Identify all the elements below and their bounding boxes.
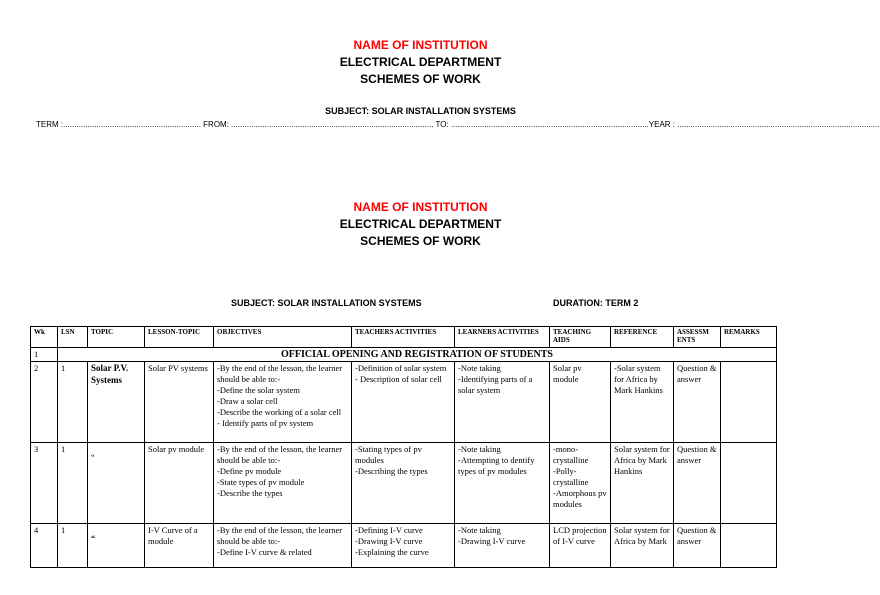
col-header-teachers: TEACHERS ACTIVITIES (352, 327, 455, 348)
department-name-1: ELECTRICAL DEPARTMENT (339, 55, 502, 69)
table-row (31, 443, 777, 524)
institution-name-1: NAME OF INSTITUTION (353, 38, 488, 52)
institution-name-2: NAME OF INSTITUTION (353, 200, 488, 214)
cell-wk: 4 (31, 524, 58, 568)
cell-reference: -Solar system for Africa by Mark Hankins (611, 362, 674, 443)
cell-lsn: 1 (58, 443, 88, 524)
cell-teachers: -Definition of solar system - Description of solar cell (352, 362, 455, 443)
cell-teachers: -Stating types of pv modules -Describing the types (352, 443, 455, 524)
cell-reference: Solar system for Africa by Mark Hankins (611, 443, 674, 524)
col-header-topic: TOPIC (88, 327, 145, 348)
cell-learners: -Note taking -Attempting to dentify types of pv modules (455, 443, 550, 524)
col-header-wk: Wk (31, 327, 58, 348)
scheme-title-2: SCHEMES OF WORK (360, 234, 481, 248)
cell-topic: Solar P.V. Systems (88, 362, 145, 443)
department-name-2: ELECTRICAL DEPARTMENT (339, 217, 502, 231)
cell-lesson-topic: Solar PV systems (145, 362, 214, 443)
col-header-learners: LEARNERS ACTIVITIES (455, 327, 550, 348)
table-row (31, 524, 777, 568)
col-header-reference: REFERENCE (611, 327, 674, 348)
cell-objectives: -By the end of the lesson, the learner should be able to:- -Define pv module -State types of pv module -Describe the types (214, 443, 352, 524)
term-line: TERM :.............................................................. FROM: ........................................................................................... TO: .........................................................................................YEAR : ........................................................................................... (36, 120, 880, 129)
cell-learners: -Note taking -Identifying parts of a solar system (455, 362, 550, 443)
cell-teachers: -Defining I-V curve -Drawing I-V curve -Explaining the curve (352, 524, 455, 568)
col-header-remarks: REMARKS (721, 327, 777, 348)
cell-wk: 2 (31, 362, 58, 443)
cell-objectives: -By the end of the lesson, the learner should be able to:- -Define the solar system -Draw a solar cell -Describe the working of a solar cell - Identify parts of pv system (214, 362, 352, 443)
header-row (31, 327, 777, 348)
year-label: YEAR : (648, 120, 675, 129)
scheme-title-1: SCHEMES OF WORK (360, 72, 481, 86)
scheme-table (30, 326, 777, 568)
term-label: TERM : (36, 120, 64, 129)
to-label: TO: (435, 120, 449, 129)
col-header-assessments: ASSESSM ENTS (674, 327, 721, 348)
cell-aids: Solar pv module (550, 362, 611, 443)
cell-topic: “ (88, 443, 145, 524)
cell-remarks (721, 362, 777, 443)
cell-remarks (721, 524, 777, 568)
cell-assessments: Question & answer (674, 443, 721, 524)
cell-topic: “ (88, 524, 145, 568)
cell-aids: LCD projection of I-V curve (550, 524, 611, 568)
cell-lsn: 1 (58, 524, 88, 568)
cell-wk: 3 (31, 443, 58, 524)
col-header-lesson-topic: LESSON-TOPIC (145, 327, 214, 348)
table-row (31, 362, 777, 443)
cell-wk: 1 (31, 348, 58, 362)
cell-reference: Solar system for Africa by Mark (611, 524, 674, 568)
cell-remarks (721, 443, 777, 524)
subject-line-2: SUBJECT: SOLAR INSTALLATION SYSTEMS (231, 298, 422, 308)
duration-line: DURATION: TERM 2 (553, 298, 639, 308)
col-header-lsn: LSN (58, 327, 88, 348)
cell-lesson-topic: Solar pv module (145, 443, 214, 524)
opening-registration-cell: OFFICIAL OPENING AND REGISTRATION OF STUDENTS (58, 348, 777, 362)
table-row (31, 348, 777, 362)
subject-line-1: SUBJECT: SOLAR INSTALLATION SYSTEMS (325, 106, 516, 116)
cell-lesson-topic: I-V Curve of a module (145, 524, 214, 568)
cell-assessments: Question & answer (674, 524, 721, 568)
from-label: FROM: (203, 120, 229, 129)
cell-objectives: -By the end of the lesson, the learner should be able to:- -Define I-V curve & related (214, 524, 352, 568)
cell-assessments: Question & answer (674, 362, 721, 443)
cell-learners: -Note taking -Drawing I-V curve (455, 524, 550, 568)
col-header-aids: TEACHING AIDS (550, 327, 611, 348)
cell-aids: -mono-crystalline -Polly-crystalline -Amorphous pv modules (550, 443, 611, 524)
cell-lsn: 1 (58, 362, 88, 443)
col-header-objectives: OBJECTIVES (214, 327, 352, 348)
